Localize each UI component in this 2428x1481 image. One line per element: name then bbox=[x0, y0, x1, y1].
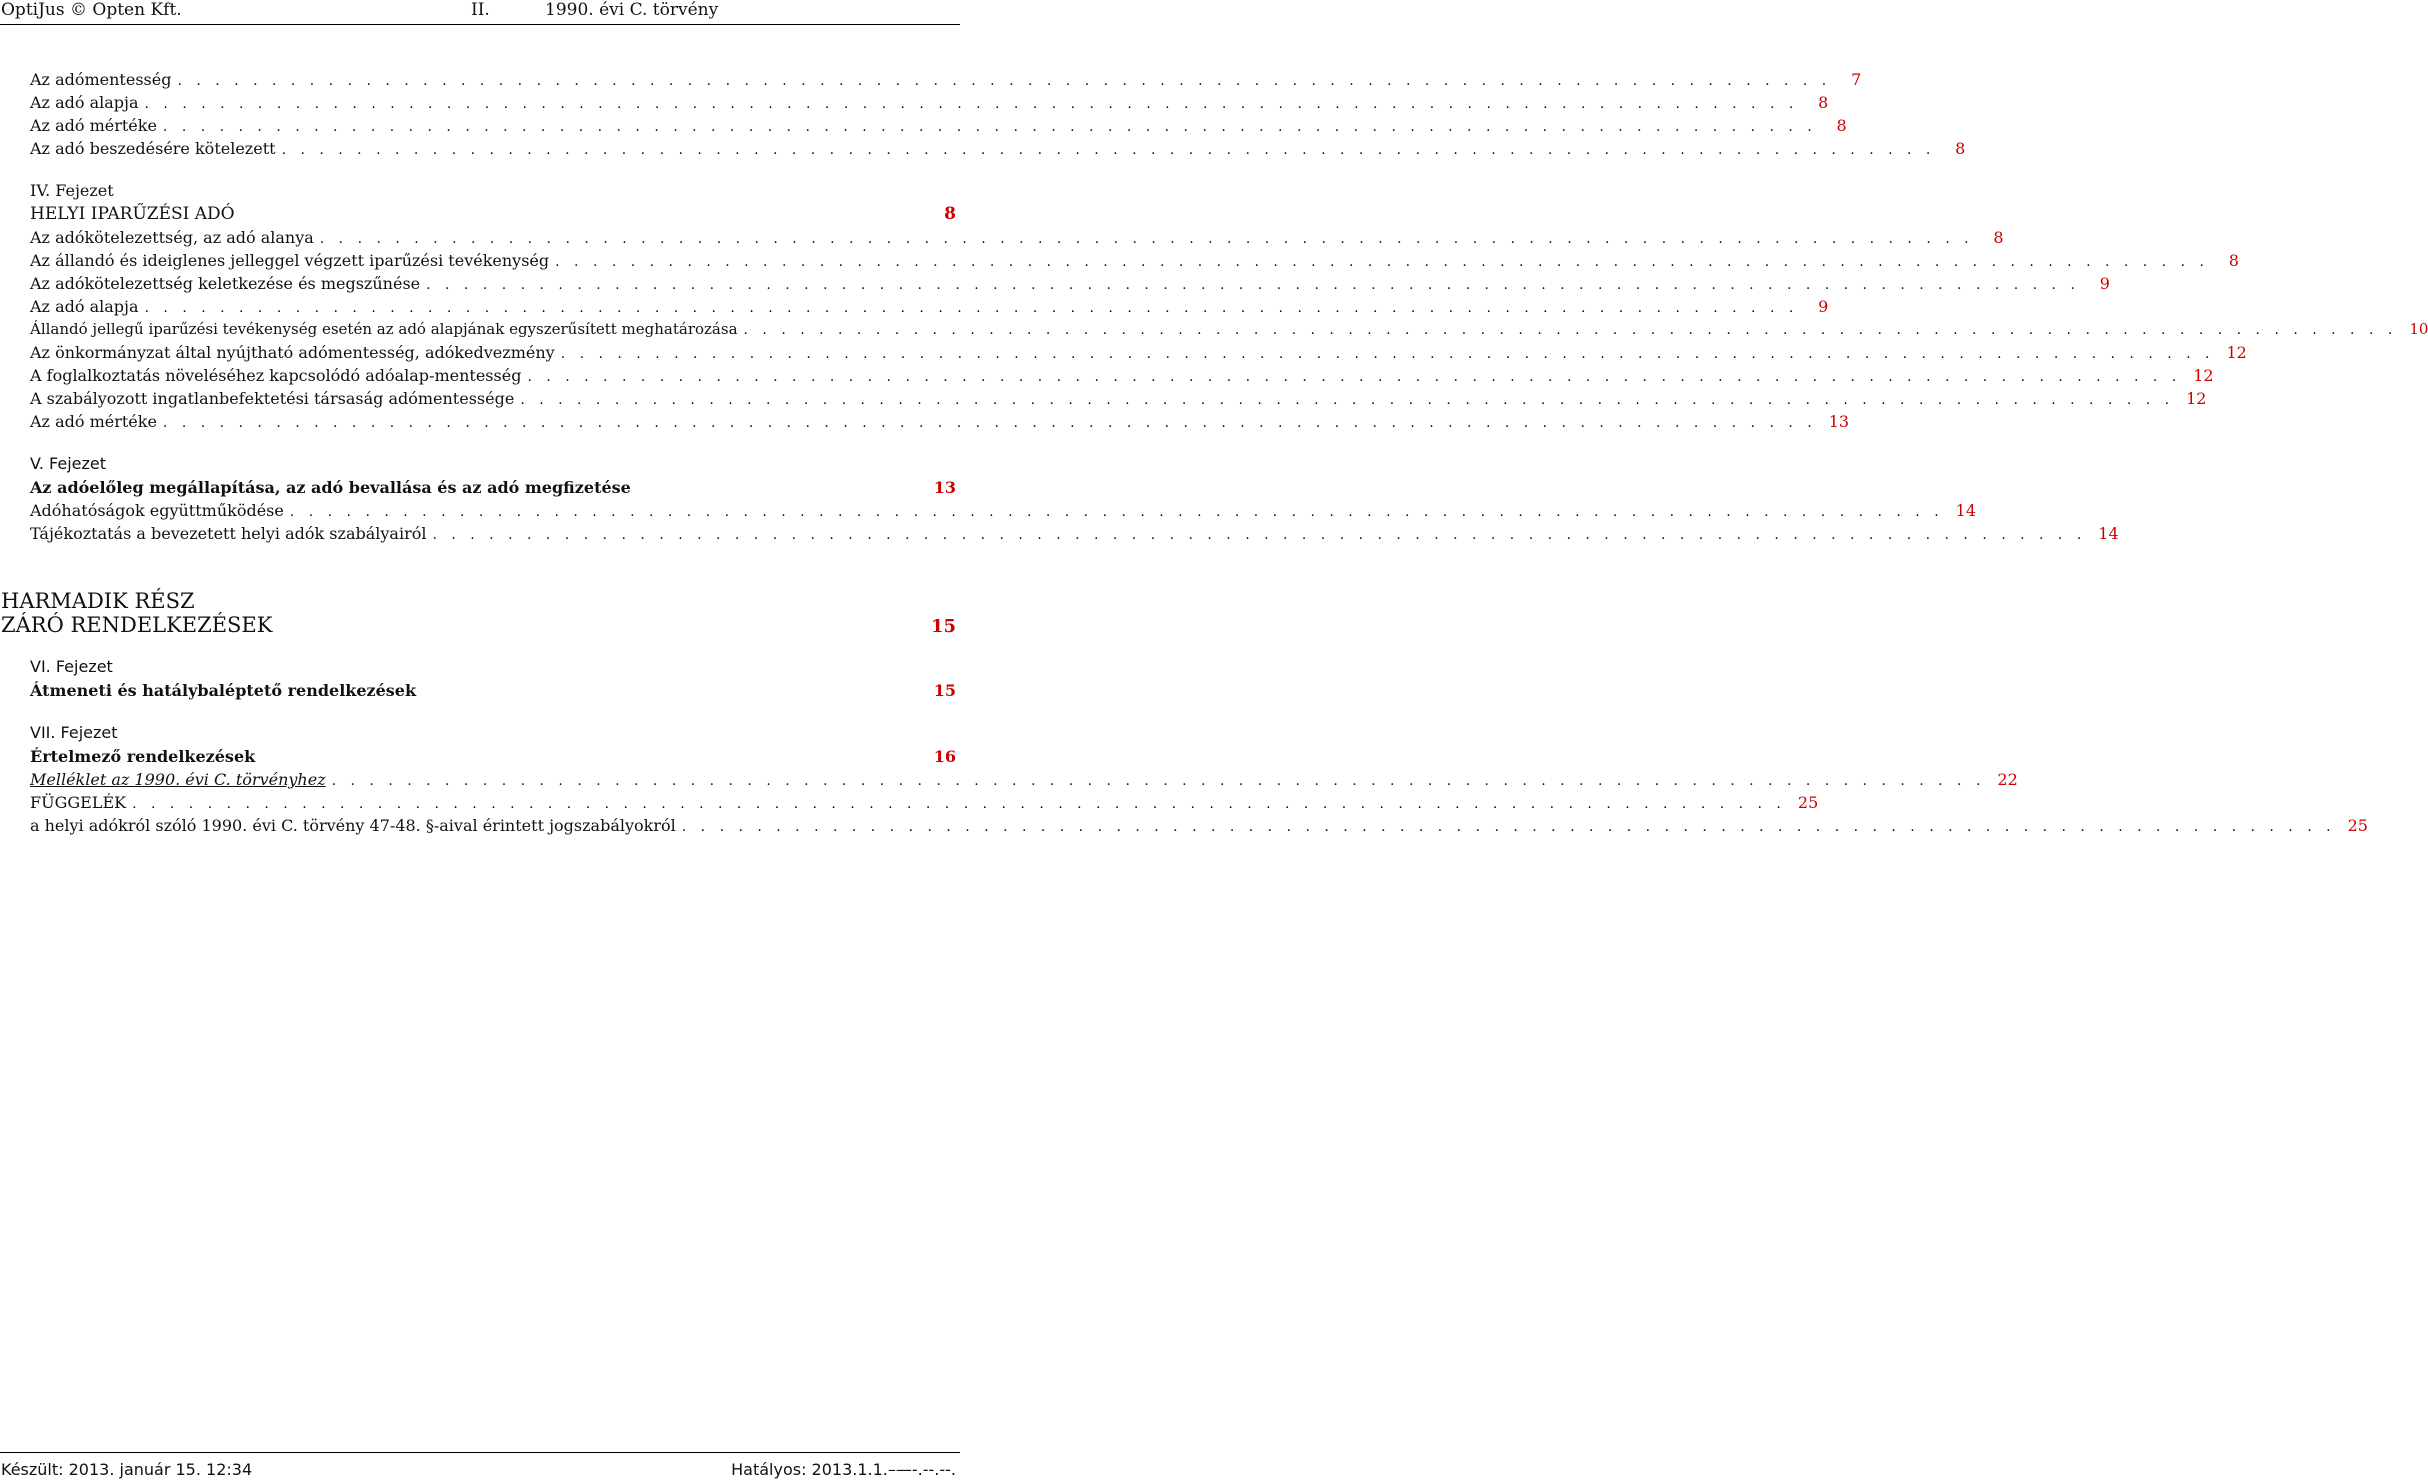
appendix-link[interactable]: Melléklet az 1990. évi C. törvényhez bbox=[30, 770, 326, 789]
leader-dots: . . . . . . . . . . . . . . . . . . . . . . . . . . . . . . . . . . . . . . . . . . . . . . . . . . . . . . . . . . . . . . . . . . . . . . . . . . . . . . . . . . . . . . . . bbox=[319, 231, 1974, 247]
header-divider bbox=[0, 24, 960, 25]
toc-entry[interactable] bbox=[30, 272, 2110, 295]
footer-effective-date: Hatályos: 2013.1.1.–—-.--.--. bbox=[731, 1460, 956, 1479]
leader-dots: . . . . . . . . . . . . . . . . . . . . . . . . . . . . . . . . . . . . . . . . . . . . . . . . . . . . . . . . . . . . . . . . . . . . . . . . . . . . . . . . . . . . . . . . bbox=[527, 369, 2182, 385]
header-publisher: OptiJus © Opten Kft. bbox=[1, 0, 182, 20]
toc-page-number[interactable]: 12 bbox=[2186, 389, 2207, 408]
leader-dots: . . . . . . . . . . . . . . . . . . . . . . . . . . . . . . . . . . . . . . . . . . . . . . . . . . . . . . . . . . . . . . . . . . . . . . . . . . . . . . . . . . . . . . . . bbox=[177, 73, 1832, 89]
toc-entry[interactable] bbox=[30, 68, 1862, 91]
chapter-title: HELYI IPARŰZÉSI ADÓ bbox=[30, 204, 235, 224]
chapter-title: Értelmező rendelkezések bbox=[30, 747, 256, 766]
toc-entry[interactable] bbox=[30, 768, 2018, 791]
toc-page-number[interactable]: 25 bbox=[1797, 793, 1819, 812]
chapter-title: Átmeneti és hatálybaléptető rendelkezések bbox=[30, 681, 417, 700]
toc-entry[interactable] bbox=[30, 341, 2247, 364]
chapter-heading[interactable] bbox=[30, 476, 956, 499]
footer-divider bbox=[0, 1452, 960, 1453]
toc-entry[interactable] bbox=[30, 114, 1847, 137]
toc-entry[interactable] bbox=[30, 137, 1966, 160]
toc-page-number[interactable]: 7 bbox=[1851, 70, 1862, 89]
toc-entry-title: Az adó beszedésére kötelezett bbox=[30, 139, 276, 158]
toc-page-number[interactable]: 8 bbox=[1818, 93, 1829, 112]
toc-page-number[interactable]: 22 bbox=[1997, 770, 2018, 789]
toc-entry[interactable] bbox=[30, 318, 2428, 341]
leader-dots: . . . . . . . . . . . . . . . . . . . . . . . . . . . . . . . . . . . . . . . . . . . . . . . . . . . . . . . . . . . . . . . . . . . . . . . . . . . . . . . . . . . . . . . . bbox=[331, 773, 1986, 789]
toc-page-number[interactable]: 10 bbox=[2409, 320, 2428, 338]
leader-dots: . . . . . . . . . . . . . . . . . . . . . . . . . . . . . . . . . . . . . . . . . . . . . . . . . . . . . . . . . . . . . . . . . . . . . . . . . . . . . . . . . . . . . . . . bbox=[743, 322, 2398, 338]
toc-page-number[interactable]: 8 bbox=[1993, 228, 2004, 247]
toc-entry[interactable] bbox=[30, 387, 2207, 410]
leader-dots: . . . . . . . . . . . . . . . . . . . . . . . . . . . . . . . . . . . . . . . . . . . . . . . . . . . . . . . . . . . . . . . . . . . . . . . . . . . . . . . . . . . . . . . . bbox=[132, 796, 1786, 812]
chapter-label: IV. Fejezet bbox=[30, 181, 114, 200]
leader-dots: . . . . . . . . . . . . . . . . . . . . . . . . . . . . . . . . . . . . . . . . . . . . . . . . . . . . . . . . . . . . . . . . . . . . . . . . . . . . . . . . . . . . . . . . bbox=[426, 277, 2080, 293]
toc-entry[interactable] bbox=[30, 249, 2239, 272]
toc-page-number[interactable]: 15 bbox=[930, 616, 956, 637]
chapter-label: V. Fejezet bbox=[30, 454, 107, 473]
toc-page-number[interactable]: 14 bbox=[2098, 524, 2119, 543]
toc-page-number[interactable]: 8 bbox=[2228, 251, 2239, 270]
leader-dots: . . . . . . . . . . . . . . . . . . . . . . . . . . . . . . . . . . . . . . . . . . . . . . . . . . . . . . . . . . . . . . . . . . . . . . . . . . . . . . . . . . . . . . . . bbox=[432, 527, 2087, 543]
toc-entry[interactable] bbox=[30, 791, 1819, 814]
header-part: II. bbox=[471, 0, 490, 20]
toc-page-number[interactable]: 12 bbox=[2193, 366, 2214, 385]
toc-page-number[interactable]: 15 bbox=[933, 681, 956, 700]
chapter-heading[interactable] bbox=[30, 203, 956, 226]
toc-page-number[interactable]: 8 bbox=[944, 204, 956, 224]
toc-entry[interactable] bbox=[30, 295, 1829, 318]
leader-dots: . . . . . . . . . . . . . . . . . . . . . . . . . . . . . . . . . . . . . . . . . . . . . . . . . . . . . . . . . . . . . . . . . . . . . . . . . . . . . . . . . . . . . . . . bbox=[681, 819, 2336, 835]
part-heading[interactable] bbox=[1, 589, 956, 639]
toc-entry-title: Az adó alapja bbox=[30, 297, 139, 316]
part-title: ZÁRÓ RENDELKEZÉSEK bbox=[1, 613, 273, 637]
toc-page-number[interactable]: 16 bbox=[933, 747, 956, 766]
leader-dots: . . . . . . . . . . . . . . . . . . . . . . . . . . . . . . . . . . . . . . . . . . . . . . . . . . . . . . . . . . . . . . . . . . . . . . . . . . . . . . . . . . . . . . . . bbox=[281, 142, 1936, 158]
leader-dots: . . . . . . . . . . . . . . . . . . . . . . . . . . . . . . . . . . . . . . . . . . . . . . . . . . . . . . . . . . . . . . . . . . . . . . . . . . . . . . . . . . . . . . . . bbox=[162, 119, 1817, 135]
toc-entry[interactable] bbox=[30, 499, 1977, 522]
toc-entry-title: Az adó mértéke bbox=[30, 412, 157, 431]
page-header bbox=[0, 0, 960, 24]
toc-page-number[interactable]: 8 bbox=[1955, 139, 1966, 158]
leader-dots: . . . . . . . . . . . . . . . . . . . . . . . . . . . . . . . . . . . . . . . . . . . . . . . . . . . . . . . . . . . . . . . . . . . . . . . . . . . . . . . . . . . . . . . . bbox=[560, 346, 2215, 362]
toc-entry-title: FÜGGELÉK bbox=[30, 793, 127, 812]
toc-entry-title: Az adómentesség bbox=[30, 70, 172, 89]
toc-entry[interactable] bbox=[30, 91, 1829, 114]
chapter-label: VII. Fejezet bbox=[30, 723, 118, 742]
toc-entry[interactable] bbox=[30, 522, 2119, 545]
leader-dots: . . . . . . . . . . . . . . . . . . . . . . . . . . . . . . . . . . . . . . . . . . . . . . . . . . . . . . . . . . . . . . . . . . . . . . . . . . . . . . . . . . . . . . . . bbox=[162, 415, 1817, 431]
toc-page-number[interactable]: 9 bbox=[1818, 297, 1829, 316]
toc-entry-title: Az adó mértéke bbox=[30, 116, 157, 135]
toc-entry-title: Az adókötelezettség keletkezése és megszűnése bbox=[30, 274, 421, 293]
leader-dots: . . . . . . . . . . . . . . . . . . . . . . . . . . . . . . . . . . . . . . . . . . . . . . . . . . . . . . . . . . . . . . . . . . . . . . . . . . . . . . . . . . . . . . . . bbox=[144, 300, 1799, 316]
part-label: HARMADIK RÉSZ bbox=[1, 589, 195, 613]
toc-entry[interactable] bbox=[30, 814, 2368, 837]
toc-page-number[interactable]: 9 bbox=[2099, 274, 2110, 293]
toc-entry-title: Az adó alapja bbox=[30, 93, 139, 112]
toc-entry-title: Tájékoztatás a bevezetett helyi adók szabályairól bbox=[30, 524, 427, 543]
toc-page-number[interactable]: 13 bbox=[1828, 412, 1850, 431]
header-law-title: 1990. évi C. törvény bbox=[545, 0, 719, 20]
chapter-label: VI. Fejezet bbox=[30, 657, 113, 676]
leader-dots: . . . . . . . . . . . . . . . . . . . . . . . . . . . . . . . . . . . . . . . . . . . . . . . . . . . . . . . . . . . . . . . . . . . . . . . . . . . . . . . . . . . . . . . . bbox=[289, 504, 1944, 520]
toc-entry-title: Adóhatóságok együttműködése bbox=[30, 501, 284, 520]
toc-page-number[interactable]: 13 bbox=[933, 478, 956, 497]
toc-entry[interactable] bbox=[30, 364, 2214, 387]
toc-entry-title: Állandó jellegű iparűzési tevékenység esetén az adó alapjának egyszerűsített meghatározása bbox=[30, 320, 738, 338]
leader-dots: . . . . . . . . . . . . . . . . . . . . . . . . . . . . . . . . . . . . . . . . . . . . . . . . . . . . . . . . . . . . . . . . . . . . . . . . . . . . . . . . . . . . . . . . bbox=[520, 392, 2175, 408]
toc-entry[interactable] bbox=[30, 226, 2004, 249]
chapter-title: Az adóelőleg megállapítása, az adó bevallása és az adó megfizetése bbox=[30, 478, 631, 497]
toc-entry-title: a helyi adókról szóló 1990. évi C. törvény 47-48. §-aival érintett jogszabályokról bbox=[30, 816, 676, 835]
footer-created-date: Készült: 2013. január 15. 12:34 bbox=[1, 1460, 253, 1479]
chapter-heading[interactable] bbox=[30, 679, 956, 702]
toc-page-number[interactable]: 25 bbox=[2347, 816, 2368, 835]
toc-page-number[interactable]: 14 bbox=[1955, 501, 1977, 520]
toc-entry-title: Az adókötelezettség, az adó alanya bbox=[30, 228, 314, 247]
toc-page-number[interactable]: 8 bbox=[1836, 116, 1847, 135]
toc-entry[interactable] bbox=[30, 410, 1850, 433]
leader-dots: . . . . . . . . . . . . . . . . . . . . . . . . . . . . . . . . . . . . . . . . . . . . . . . . . . . . . . . . . . . . . . . . . . . . . . . . . . . . . . . . . . . . . . . . bbox=[555, 254, 2209, 270]
toc-entry-title: A szabályozott ingatlanbefektetési társaság adómentessége bbox=[30, 389, 515, 408]
toc-page-number[interactable]: 12 bbox=[2226, 343, 2247, 362]
toc-entry-title: Az állandó és ideiglenes jelleggel végzett iparűzési tevékenység bbox=[30, 251, 550, 270]
toc-entry-title: Az önkormányzat által nyújtható adómentesség, adókedvezmény bbox=[30, 343, 555, 362]
toc-entry-title: A foglalkoztatás növeléséhez kapcsolódó adóalap-mentesség bbox=[30, 366, 522, 385]
chapter-heading[interactable] bbox=[30, 745, 956, 768]
leader-dots: . . . . . . . . . . . . . . . . . . . . . . . . . . . . . . . . . . . . . . . . . . . . . . . . . . . . . . . . . . . . . . . . . . . . . . . . . . . . . . . . . . . . . . . . bbox=[144, 96, 1799, 112]
